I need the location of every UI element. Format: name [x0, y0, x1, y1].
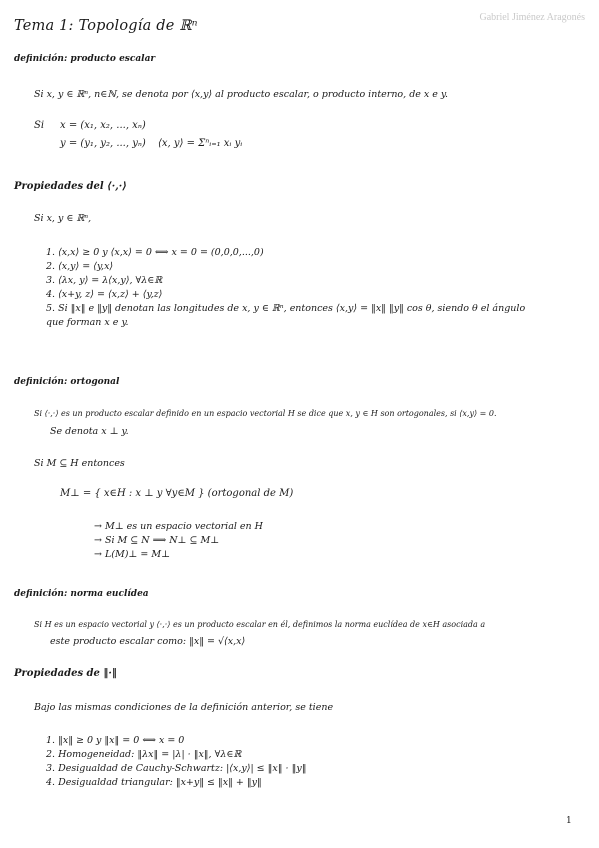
def-norma-line2: este producto escalar como: ‖x‖ = √⟨x,x⟩ — [50, 636, 246, 647]
def-producto-text: Si x, y ∈ ℝⁿ, n∈ℕ, se denota por ⟨x,y⟩ al producto escalar, o producto interno, de x e y. — [34, 89, 449, 100]
list-item: 3. ⟨λx, y⟩ = λ⟨x,y⟩, ∀λ∈ℝ — [46, 275, 163, 286]
heading-propiedades-norma: Propiedades de ‖·‖ — [14, 668, 117, 679]
def-norma-line1: Si H es un espacio vectorial y ⟨·,·⟩ es un producto escalar en él, definimos la norma euclídea de x∈H asociada a — [34, 620, 486, 629]
heading-def-norma: definición: norma euclídea — [14, 589, 149, 599]
page-title: Tema 1: Topología de ℝⁿ — [14, 18, 198, 34]
list-item: → Si M ⊆ N ⟹ N⊥ ⊆ M⊥ — [94, 535, 220, 546]
heading-propiedades-producto: Propiedades del ⟨·,·⟩ — [14, 181, 127, 192]
heading-def-producto: definición: producto escalar — [14, 54, 156, 64]
propiedades-producto-intro: Si x, y ∈ ℝⁿ, — [34, 213, 92, 224]
list-item: 4. Desigualdad triangular: ‖x+y‖ ≤ ‖x‖ + ‖y‖ — [46, 777, 262, 788]
orthogonal-properties — [94, 520, 263, 562]
list-item: que forman x e y. — [46, 317, 129, 328]
list-item: 3. Desigualdad de Cauchy-Schwartz: |⟨x,y⟩| ≤ ‖x‖ · ‖y‖ — [46, 763, 307, 774]
x-definition: x = (x₁, x₂, ..., xₙ) — [60, 120, 146, 131]
def-ortogonal-line2: Se denota x ⊥ y. — [50, 426, 129, 437]
list-item: 4. ⟨x+y, z⟩ = ⟨x,z⟩ + ⟨y,z⟩ — [46, 289, 163, 300]
def-ortogonal-line1: Si ⟨·,·⟩ es un producto escalar definido en un espacio vectorial H se dice que x, y ∈ H son ortogonales, si ⟨x,y⟩ = 0. — [34, 409, 497, 418]
list-item: 2. Homogeneidad: ‖λx‖ = |λ| · ‖x‖, ∀λ∈ℝ — [46, 749, 242, 760]
propiedades-producto-list — [46, 246, 525, 330]
inner-product-formula: ⟨x, y⟩ = Σⁿᵢ₌₁ xᵢ yᵢ — [158, 138, 243, 149]
si-label: Si — [34, 120, 45, 131]
list-item: 5. Si ‖x‖ e ‖y‖ denotan las longitudes de x, y ∈ ℝⁿ, entonces ⟨x,y⟩ = ‖x‖ ‖y‖ cos θ, siendo θ el ángulo — [46, 303, 526, 314]
list-item: 1. ‖x‖ ≥ 0 y ‖x‖ = 0 ⟺ x = 0 — [46, 735, 185, 746]
list-item: → M⊥ es un espacio vectorial en H — [94, 521, 263, 532]
y-definition: y = (y₁, y₂, ..., yₙ) — [60, 138, 146, 149]
propiedades-norma-intro: Bajo las mismas condiciones de la definición anterior, se tiene — [34, 702, 334, 713]
list-item: → L(M)⊥ = M⊥ — [94, 549, 171, 560]
list-item: 1. ⟨x,x⟩ ≥ 0 y ⟨x,x⟩ = 0 ⟺ x = 0 = (0,0,0,...,0) — [46, 247, 264, 258]
heading-def-ortogonal: definición: ortogonal — [14, 377, 120, 387]
propiedades-norma-list — [46, 734, 306, 790]
author-watermark: Gabriel Jiménez Aragonés — [479, 12, 585, 23]
page-number: 1 — [566, 816, 572, 826]
list-item: 2. ⟨x,y⟩ = ⟨y,x⟩ — [46, 261, 114, 272]
orthogonal-complement-def: M⊥ = { x∈H : x ⊥ y ∀y∈M } (ortogonal de M) — [60, 488, 294, 499]
si-m-subset: Si M ⊆ H entonces — [34, 458, 125, 469]
